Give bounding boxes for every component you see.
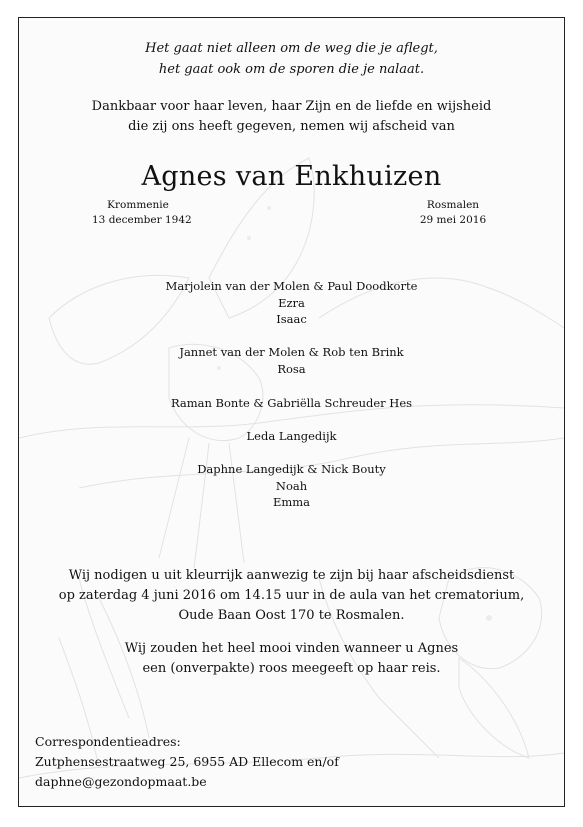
thanks-line: die zij ons heeft gegeven, nemen wij afscheid van [128,119,455,134]
drawing-dot [267,206,271,210]
family-child: Rosa [277,361,306,376]
family-group [19,428,564,445]
family-couple: Marjolein van der Molen & Paul Doodkorte [165,279,418,293]
death-place: Rosmalen [426,199,480,211]
family-couple: Jannet van der Molen & Rob ten Brink [179,345,404,359]
birth-date: 13 december 1942 [92,214,192,226]
correspondence-address [35,732,339,792]
family-child: Ezra [278,295,305,310]
motto [19,38,564,80]
correspondence-street: Zutphensestraatweg 25, 6955 AD Ellecom en/of [35,754,339,769]
motto-line: Het gaat niet alleen om de weg die je aflegt, [145,41,438,56]
family-couple: Raman Bonte & Gabriëlla Schreuder Hes [170,396,413,410]
thanks-line: Dankbaar voor haar leven, haar Zijn en de liefde en wijsheid [91,99,492,114]
invitation-line: Wij nodigen u uit kleurrijk aanwezig te zijn bij haar afscheidsdienst [68,568,515,583]
correspondence-heading: Correspondentieadres: [35,734,181,749]
death-date: 29 mei 2016 [419,214,487,226]
family-group [19,278,564,328]
deceased-name: Agnes van Enkhuizen [141,161,442,192]
roses-request [19,639,564,679]
family-couple: Daphne Langedijk & Nick Bouty [197,462,386,476]
family-child: Isaac [276,312,307,326]
motto-line: het gaat ook om de sporen die je nalaat. [158,62,425,77]
death-info [413,198,493,228]
birth-place: Krommenie [107,199,169,211]
mourning-card [18,17,565,807]
family-member: Leda Langedijk [246,429,337,443]
family-group [19,395,564,412]
invitation-line: Oude Baan Oost 170 te Rosmalen. [178,608,405,623]
invitation-text [19,566,564,626]
family-child: Emma [272,495,311,509]
family-group [19,461,564,511]
drawing-dot [247,236,251,240]
birth-info [92,198,192,228]
thanks-text [19,97,564,137]
roses-line: Wij zouden het heel mooi vinden wanneer u Agnes [124,641,459,656]
invitation-line: op zaterdag 4 juni 2016 om 14.15 uur in de aula van het crematorium, [58,588,525,603]
family-group [19,344,564,377]
family-child: Noah [275,478,308,493]
roses-line: een (onverpakte) roos meegeeft op haar reis. [142,661,441,676]
correspondence-email: daphne@gezondopmaat.be [35,774,207,789]
